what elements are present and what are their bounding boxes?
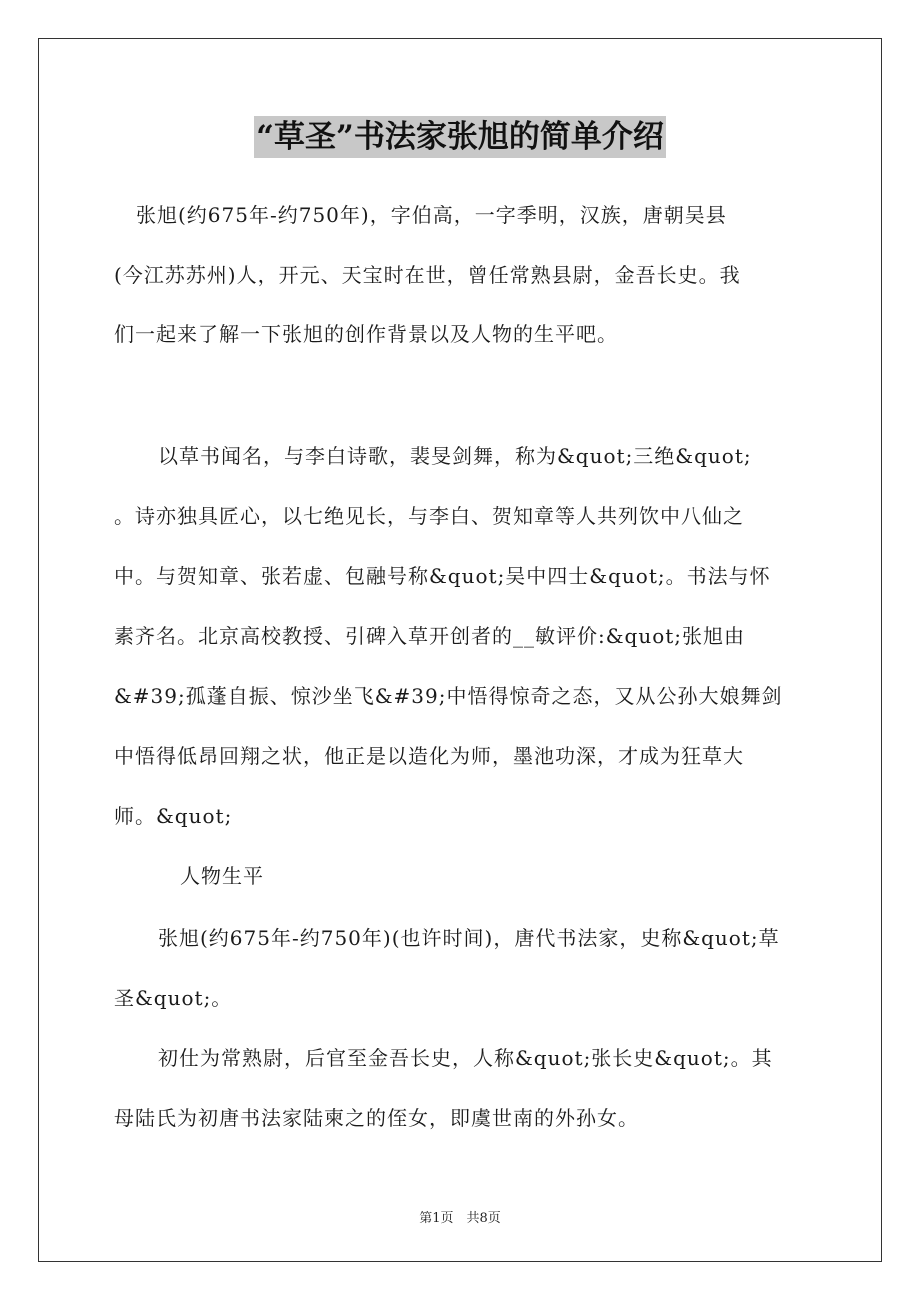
paragraph-2-line-3: 中。与贺知章、张若虚、包融号称&quot;吴中四士&quot;。书法与怀 — [114, 564, 771, 588]
paragraph-2-line-2: 。诗亦独具匠心，以七绝见长，与李白、贺知章等人共列饮中八仙之 — [114, 504, 744, 528]
paragraph-1-line-1: 张旭(约675年-约750年)，字伯高，一字季明，汉族，唐朝吴县 — [136, 203, 727, 227]
paragraph-1-line-2: (今江苏苏州)人，开元、天宝时在世，曾任常熟县尉，金吾长史。我 — [114, 263, 741, 287]
section-heading-biography: 人物生平 — [180, 864, 264, 888]
document-title: “草圣”书法家张旭的简单介绍 — [254, 116, 666, 158]
paragraph-5-line-1: 初仕为常熟尉，后官至金吾长史，人称&quot;张长史&quot;。其 — [158, 1046, 773, 1070]
title-container — [0, 116, 920, 158]
paragraph-2-line-6: 中悟得低昂回翔之状，他正是以造化为师，墨池功深，才成为狂草大 — [114, 744, 744, 768]
paragraph-2-line-4: 素齐名。北京高校教授、引碑入草开创者的__敏评价:&quot;张旭由 — [114, 624, 746, 648]
paragraph-4-line-1: 张旭(约675年-约750年)(也许时间)，唐代书法家，史称&quot;草 — [158, 926, 780, 950]
paragraph-4-line-2: 圣&quot;。 — [114, 986, 233, 1010]
paragraph-2-line-1: 以草书闻名，与李白诗歌，裴旻剑舞，称为&quot;三绝&quot; — [158, 444, 752, 468]
paragraph-2-line-7: 师。&quot; — [114, 804, 233, 828]
page-footer: 第1页 共8页 — [419, 1211, 501, 1226]
paragraph-1-line-3: 们一起来了解一下张旭的创作背景以及人物的生平吧。 — [114, 322, 618, 346]
paragraph-5-line-2: 母陆氏为初唐书法家陆柬之的侄女，即虞世南的外孙女。 — [114, 1106, 639, 1130]
paragraph-2-line-5: &#39;孤蓬自振、惊沙坐飞&#39;中悟得惊奇之态，又从公孙大娘舞剑 — [114, 684, 783, 708]
